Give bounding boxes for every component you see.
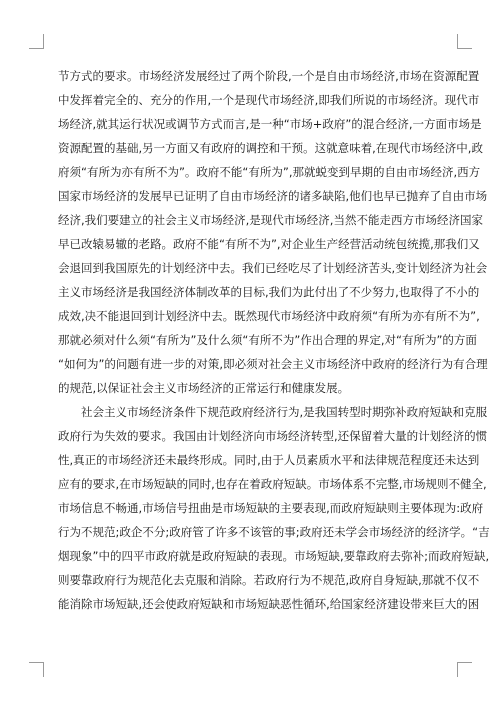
text-line: 则要靠政府行为规范化去克服和消除。若政府行为不规范,政府自身短缺,那就不仅不	[58, 573, 480, 587]
page-corner-mark-bottom-right	[457, 662, 472, 677]
text-line: 行为不规范;政企不分;政府管了许多不该管的事;政府还未学会市场经济的经济学。“吉	[58, 525, 490, 539]
text-line: 场经济,就其运行状况或调节方式而言,是一种“市场+政府”的混合经济,一方面市场是	[58, 117, 482, 131]
text-line: 能消除市场短缺,还会使政府短缺和市场短缺恶性循环,给国家经济建设带来巨大的困	[58, 597, 480, 611]
text-line: 性,真正的市场经济还未最终形成。同时,由于人员素质水平和法律规范程度还未达到	[58, 453, 480, 467]
text-line: 会退回到我国原先的计划经济中去。我们已经吃尽了计划经济苦头,变计划经济为社会	[58, 261, 488, 275]
text-line: 资源配置的基础,另一方面又有政府的调控和干预。这就意味着,在现代市场经济中,政	[58, 141, 483, 155]
text-line: 国家市场经济的发展早已证明了自由市场经济的诸多缺陷,他们也早已抛弃了自由市场	[58, 189, 488, 203]
text-line: 府须“有所为亦有所不为”。政府不能“有所为”,那就蜕变到早期的自由市场经济,西方	[58, 165, 481, 179]
page-corner-mark-bottom-left	[29, 662, 44, 677]
document-body	[58, 64, 490, 616]
text-line: 经济,我们要建立的社会主义市场经济,是现代市场经济,当然不能走西方市场经济国家	[58, 213, 483, 227]
text-line: 早已改辕易辙的老路。政府不能“有所不为”,对企业生产经营活动统包统揽,那我们又	[58, 237, 480, 251]
paragraph	[58, 64, 488, 400]
text-line: 主义市场经济是我国经济体制改革的目标,我们为此付出了不少努力,也取得了不小的	[58, 285, 480, 299]
text-line: 烟现象”中的四平市政府就是政府短缺的表现。市场短缺,要靠政府去弥补;而政府短缺,	[58, 549, 490, 563]
text-line: 应有的要求,在市场短缺的同时,也存在着政府短缺。市场体系不完整,市场规则不健全,	[58, 477, 487, 491]
text-line: 中发挥着完全的、充分的作用,一个是现代市场经济,即我们所说的市场经济。现代市	[58, 93, 480, 107]
text-line: 节方式的要求。市场经济发展经过了两个阶段,一个是自由市场经济,市场在资源配置	[58, 69, 480, 83]
text-line: 的规范,以保证社会主义市场经济的正常运行和健康发展。	[58, 381, 350, 395]
page-corner-mark-top-left	[29, 34, 44, 49]
text-line: 市场信息不畅通,市场信号扭曲是市场短缺的主要表现,而政府短缺则主要体现为:政府	[58, 501, 484, 515]
text-line: “如何为”的问题有进一步的对策,即必须对社会主义市场经济中政府的经济行为有合理	[58, 357, 488, 371]
text-line: 那就必须对什么须“有所为”及什么须“有所不为”作出合理的界定,对“有所为”的方面	[58, 333, 477, 347]
text-line: 政府行为失效的要求。我国由计划经济向市场经济转型,还保留着大量的计划经济的惯	[58, 429, 488, 443]
paragraph	[58, 400, 490, 616]
text-line: 成效,决不能退回到计划经济中去。既然现代市场经济中政府须“有所为亦有所不为”,	[58, 309, 480, 323]
text-line: 社会主义市场经济条件下规范政府经济行为,是我国转型时期弥补政府短缺和克服	[81, 405, 488, 419]
page-corner-mark-top-right	[457, 34, 472, 49]
